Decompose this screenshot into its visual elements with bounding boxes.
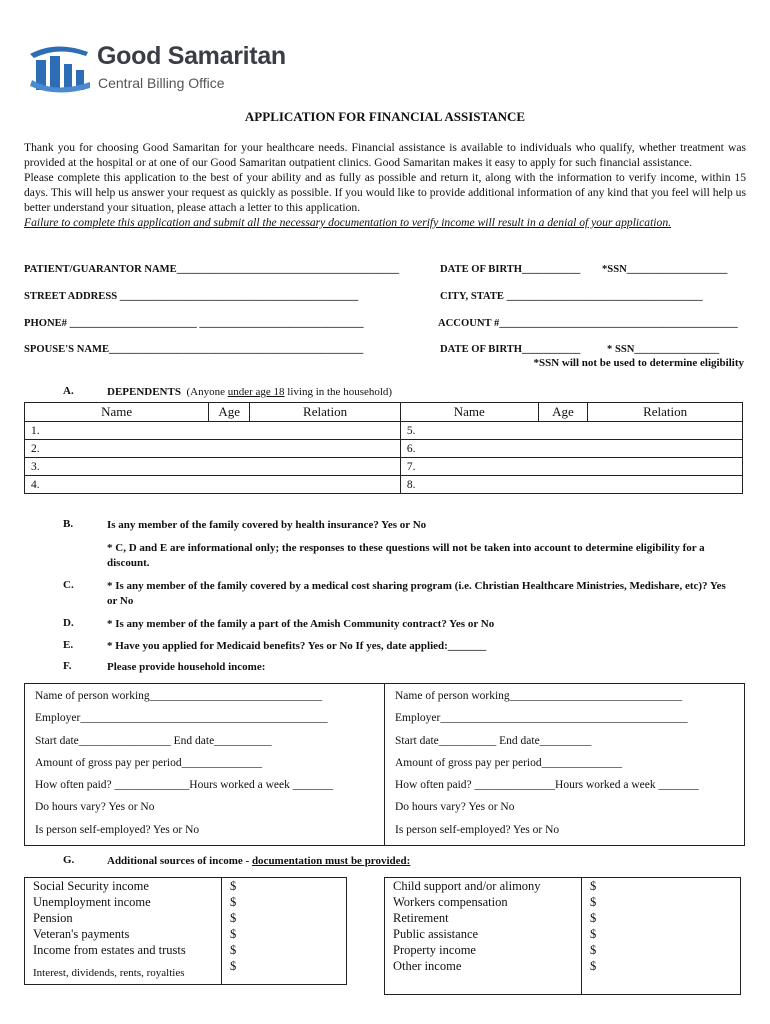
section-c-question[interactable]: * Is any member of the family covered by a medical cost sharing program (i.e. Christian Healthcare Ministries, Medishare, etc)? Yes or No [107, 580, 726, 607]
additional-income-left [24, 877, 347, 985]
additional-left-amounts[interactable] [222, 878, 347, 985]
label-child-support: Child support and/or alimony [393, 879, 541, 893]
dependent-cell-3[interactable]: 3. [25, 458, 401, 476]
section-a-heading [107, 385, 737, 400]
income-column-left [25, 684, 385, 845]
section-b-question[interactable]: Is any member of the family covered by health insurance? Yes or No [107, 519, 427, 531]
intro-warning: Failure to complete this application and submit all the necessary documentation to verify income will result in a denial of your application. [24, 216, 672, 229]
dob-field[interactable]: DATE OF BIRTH___________ [440, 264, 581, 275]
table-row [25, 440, 743, 458]
table-row [25, 458, 743, 476]
additional-left-labels [25, 878, 222, 985]
dollar-sign: $ [590, 959, 597, 973]
col-age: Age [209, 403, 250, 422]
section-a-letter: A. [63, 385, 74, 397]
page-title: APPLICATION FOR FINANCIAL ASSISTANCE [244, 109, 526, 124]
city-state-field[interactable]: CITY, STATE _____________________________________ [440, 291, 703, 302]
account-field[interactable]: ACCOUNT #_____________________________________________ [438, 318, 738, 329]
section-f-heading: Please provide household income: [107, 661, 266, 673]
dependents-title: DEPENDENTS [107, 386, 181, 398]
intro-paragraph-1: Thank you for choosing Good Samaritan for your healthcare needs. Financial assistance is available to individuals who qualify, whether treatment was provided at the hospital or at one of our Good Samaritan outpatient clinics. Good Samaritan makes it easy to apply for such financial assistance. [24, 141, 746, 169]
income-right-name[interactable]: Name of person working______________________________ [395, 690, 683, 702]
dollar-sign: $ [230, 927, 237, 941]
label-public-assistance: Public assistance [393, 927, 479, 941]
dependent-cell-8[interactable]: 8. [400, 476, 742, 494]
dependent-cell-7[interactable]: 7. [400, 458, 742, 476]
dollar-sign: $ [230, 895, 237, 909]
label-retirement: Retirement [393, 911, 449, 925]
section-g-underline: documentation must be provided: [251, 855, 411, 867]
dollar-sign: $ [590, 927, 597, 941]
dependents-header-row [25, 403, 743, 422]
dollar-sign: $ [230, 911, 237, 925]
additional-right-amounts[interactable] [582, 878, 741, 995]
section-g-heading [107, 854, 737, 869]
spouse-dob-field[interactable]: DATE OF BIRTH___________ [440, 344, 581, 355]
label-interest-dividends: Interest, dividends, rents, royalties [33, 967, 185, 979]
additional-income-right [384, 877, 741, 995]
col-relation: Relation [250, 403, 401, 422]
label-other-income: Other income [393, 959, 462, 973]
dollar-sign: $ [590, 895, 597, 909]
col-name-2: Name [400, 403, 538, 422]
street-address-field[interactable]: STREET ADDRESS _____________________________________________ [24, 291, 359, 302]
table-row [25, 476, 743, 494]
income-right-gross-pay[interactable]: Amount of gross pay per period______________ [395, 757, 623, 769]
intro-paragraph-2: Please complete this application to the best of your ability and as fully as possible and return it, along with the information to verify income, within 15 days. This will help us answer your request as quickly as possible. If you would like to provide additional information of any kind that you feel will help us better understand your situation, please attach a letter to this application. [24, 171, 746, 214]
income-left-hours-vary[interactable]: Do hours vary? Yes or No [35, 801, 155, 813]
dollar-sign: $ [230, 943, 237, 957]
section-g-text: Additional sources of income - [107, 855, 252, 867]
income-right-employer[interactable]: Employer___________________________________________ [395, 712, 688, 724]
income-left-dates[interactable]: Start date________________ End date__________ [35, 735, 272, 747]
income-left-self-employed[interactable]: Is person self-employed? Yes or No [35, 824, 200, 836]
label-social-security: Social Security income [33, 879, 149, 893]
section-c-letter: C. [63, 579, 74, 591]
col-age-2: Age [538, 403, 587, 422]
dependent-cell-4[interactable]: 4. [25, 476, 401, 494]
income-left-gross-pay[interactable]: Amount of gross pay per period______________ [35, 757, 263, 769]
label-veterans: Veteran's payments [33, 927, 130, 941]
label-unemployment: Unemployment income [33, 895, 151, 909]
section-d-letter: D. [63, 617, 74, 629]
income-right-frequency[interactable]: How often paid? ______________Hours worked a week _______ [395, 779, 699, 791]
dependents-paren-open: (Anyone [186, 386, 228, 398]
section-f-letter: F. [63, 660, 72, 672]
income-column-right [385, 684, 744, 845]
section-d-question[interactable]: * Is any member of the family a part of the Amish Community contract? Yes or No [107, 618, 495, 630]
intro-text [24, 140, 746, 230]
label-pension: Pension [33, 911, 73, 925]
income-left-frequency[interactable]: How often paid? _____________Hours worked a week _______ [35, 779, 333, 791]
ssn-field[interactable]: *SSN___________________ [602, 264, 728, 275]
col-name: Name [25, 403, 209, 422]
dependent-cell-5[interactable]: 5. [400, 422, 742, 440]
col-relation-2: Relation [588, 403, 743, 422]
dependents-paren-close: living in the household) [284, 386, 393, 398]
section-g-letter: G. [63, 854, 75, 866]
label-property-income: Property income [393, 943, 476, 957]
spouse-name-field[interactable]: SPOUSE'S NAME________________________________________________ [24, 344, 364, 355]
income-left-name[interactable]: Name of person working______________________________ [35, 690, 323, 702]
dollar-sign: $ [230, 959, 237, 973]
dollar-sign: $ [590, 943, 597, 957]
dependent-cell-6[interactable]: 6. [400, 440, 742, 458]
additional-right-labels [385, 878, 582, 995]
income-left-employer[interactable]: Employer___________________________________________ [35, 712, 328, 724]
dependent-cell-1[interactable]: 1. [25, 422, 401, 440]
org-subtitle: Central Billing Office [98, 75, 225, 91]
income-right-hours-vary[interactable]: Do hours vary? Yes or No [395, 801, 515, 813]
income-right-self-employed[interactable]: Is person self-employed? Yes or No [395, 824, 560, 836]
dependents-table [24, 402, 743, 494]
dollar-sign: $ [590, 879, 597, 893]
section-e-question[interactable]: * Have you applied for Medicaid benefits? Yes or No If yes, date applied:_______ [107, 640, 487, 652]
household-income-table [24, 683, 745, 846]
label-estates-trusts: Income from estates and trusts [33, 943, 186, 957]
dependents-underline: under age 18 [227, 386, 285, 398]
label-workers-comp: Workers compensation [393, 895, 508, 909]
phone-field[interactable]: PHONE# ________________________ _______________________________ [24, 318, 364, 329]
patient-name-field[interactable]: PATIENT/GUARANTOR NAME__________________________________________ [24, 264, 400, 275]
section-b-letter: B. [63, 518, 74, 530]
table-row [25, 422, 743, 440]
spouse-ssn-field[interactable]: * SSN________________ [607, 344, 720, 355]
ssn-note: *SSN will not be used to determine eligibility [533, 357, 744, 369]
income-right-dates[interactable]: Start date__________ End date_________ [395, 735, 592, 747]
dollar-sign: $ [230, 879, 237, 893]
dependent-cell-2[interactable]: 2. [25, 440, 401, 458]
org-name: Good Samaritan [97, 42, 286, 70]
dollar-sign: $ [590, 911, 597, 925]
informational-note: * C, D and E are informational only; the responses to these questions will not be taken into account to determine eligibility for a discount. [107, 542, 705, 569]
section-e-letter: E. [63, 639, 74, 651]
